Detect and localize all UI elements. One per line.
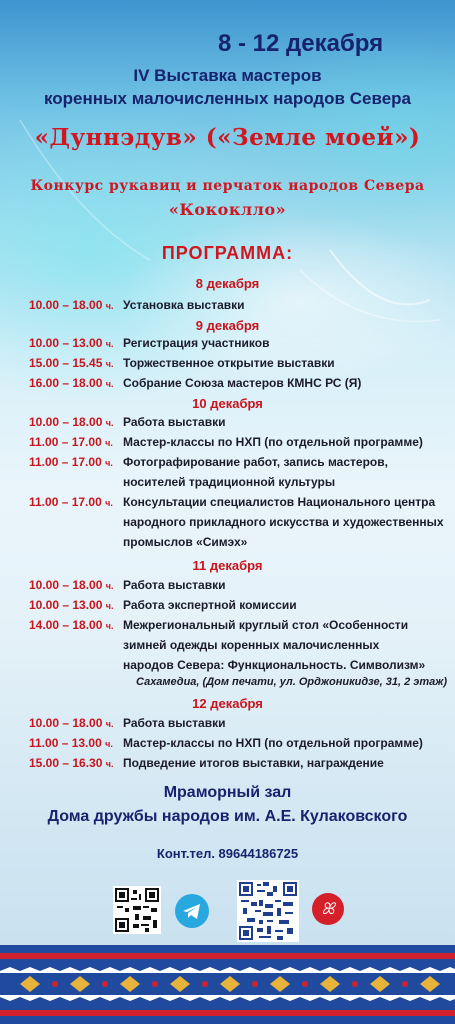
qr-code-icon[interactable] xyxy=(237,880,299,942)
schedule-time: 10.00 – 13.00 ч. xyxy=(29,336,114,350)
day-heading: 8 декабря xyxy=(195,276,260,291)
schedule-activity: Регистрация участников xyxy=(123,336,270,350)
day-heading: 10 декабря xyxy=(192,396,263,411)
schedule-activity: Подведение итогов выставки, награждение xyxy=(123,756,384,770)
schedule-time: 15.00 – 15.45 ч. xyxy=(29,356,114,370)
schedule-activity: Работа экспертной комиссии xyxy=(123,598,297,612)
event-dates: 8 - 12 декабря xyxy=(218,30,384,57)
ornament-pattern xyxy=(0,945,455,1024)
contact-phone[interactable]: Конт.тел. 89644186725 xyxy=(156,846,299,861)
schedule-activity: Работа выставки xyxy=(123,716,226,730)
contest-title-line-1: Конкурс рукавиц и перчаток народов Севера xyxy=(30,178,425,194)
schedule-activity: Консультации специалистов Национального центра xyxy=(123,495,436,509)
event-name: «Дуннэдув» («Земле моей») xyxy=(34,124,421,151)
schedule-activity: Торжественное открытие выставки xyxy=(123,356,335,370)
schedule-activity: Мастер-классы по НХП (по отдельной программе) xyxy=(123,435,423,449)
schedule-time: 10.00 – 18.00 ч. xyxy=(29,578,114,592)
qr-code-icon[interactable] xyxy=(113,886,161,934)
schedule-time: 14.00 – 18.00 ч. xyxy=(29,618,114,632)
schedule-time: 10.00 – 18.00 ч. xyxy=(29,716,114,730)
schedule-activity: Работа выставки xyxy=(123,578,226,592)
schedule-time: 11.00 – 13.00 ч. xyxy=(29,736,113,750)
schedule-activity: народного прикладного искусства и художественных xyxy=(123,515,444,529)
schedule-time: 11.00 – 17.00 ч. xyxy=(29,435,113,449)
program-heading: ПРОГРАММА: xyxy=(161,243,294,263)
schedule-activity: Установка выставки xyxy=(123,298,245,312)
schedule-activity: Собрание Союза мастеров КМНС РС (Я) xyxy=(123,376,362,390)
schedule-time: 10.00 – 13.00 ч. xyxy=(29,598,114,612)
title-line-2: коренных малочисленных народов Севера xyxy=(44,89,411,108)
schedule-activity: Фотографирование работ, запись мастеров, xyxy=(123,455,388,469)
title-line-1: IV Выставка мастеров xyxy=(133,66,322,85)
schedule-activity: народов Севера: Функциональность. Символизм» xyxy=(123,658,426,672)
schedule-time: 16.00 – 18.00 ч. xyxy=(29,376,114,390)
venue-line-2: Дома дружбы народов им. А.Е. Кулаковского xyxy=(47,808,408,825)
schedule-activity: Работа выставки xyxy=(123,415,226,429)
schedule-time: 11.00 – 17.00 ч. xyxy=(29,495,113,509)
day-heading: 11 декабря xyxy=(192,558,263,573)
contest-title-line-2: «Кококлло» xyxy=(168,200,287,219)
ornament-band xyxy=(0,945,455,1024)
schedule-time: 10.00 – 18.00 ч. xyxy=(29,415,114,429)
schedule-activity: промыслов «Симэх» xyxy=(123,535,248,549)
telegram-icon[interactable] xyxy=(175,894,209,928)
schedule-time: 11.00 – 17.00 ч. xyxy=(29,455,113,469)
day-heading: 9 декабря xyxy=(195,318,260,333)
schedule-activity: Мастер-классы по НХП (по отдельной программе) xyxy=(123,736,423,750)
day-heading: 12 декабря xyxy=(192,696,263,711)
schedule-time: 10.00 – 18.00 ч. xyxy=(29,298,114,312)
schedule-activity: зимней одежды коренных малочисленных xyxy=(123,638,380,652)
brand-logo-icon[interactable]: ꕤ xyxy=(312,893,344,925)
venue-line-1: Мраморный зал xyxy=(163,784,292,801)
schedule-activity: носителей традиционной культуры xyxy=(123,475,336,489)
schedule-activity: Межрегиональный круглый стол «Особенности xyxy=(123,618,409,632)
schedule-time: 15.00 – 16.30 ч. xyxy=(29,756,114,770)
venue-note: Сахамедиа, (Дом печати, ул. Орджоникидзе, 31, 2 этаж) xyxy=(135,676,447,688)
